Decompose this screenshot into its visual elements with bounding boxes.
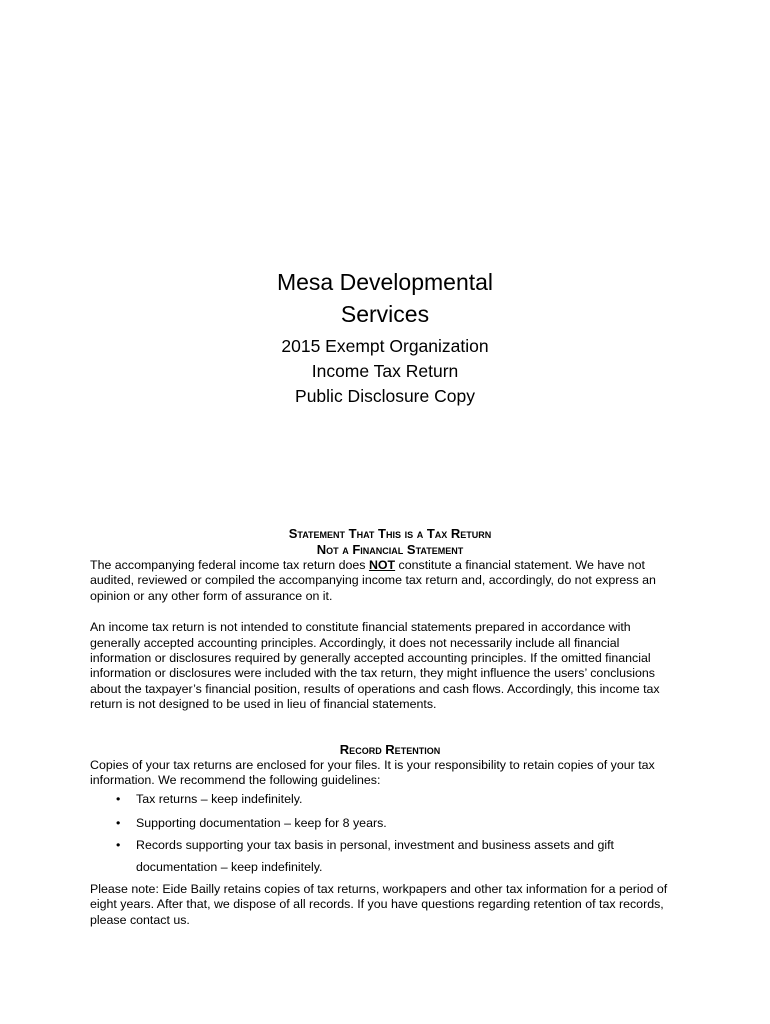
return-description [0, 334, 770, 409]
statement-p2-line2: generally accepted accounting principles. Accordingly, it does not necessarily include all financial [90, 635, 620, 650]
retention-guidelines-list [90, 789, 690, 878]
return-year-type: 2015 Exempt Organization [281, 336, 489, 356]
statement-paragraph-2 [90, 620, 690, 712]
cover-title-block [0, 266, 770, 409]
list-item [90, 812, 690, 834]
statement-p1-text-before: The accompanying federal income tax return does [90, 558, 369, 572]
not-emphasis: NOT [368, 558, 396, 572]
statement-heading-line1: Statement That This is a Tax Return [288, 526, 492, 541]
organization-name-line1: Mesa Developmental [276, 269, 494, 295]
retention-intro-line1: Copies of your tax returns are enclosed for your files. It is your responsibility to retain copies of your tax [90, 758, 655, 772]
statement-p2-line6: return is not designed to be used in lieu of financial statements. [90, 697, 437, 712]
record-retention-section [90, 742, 690, 928]
retention-intro-line2: information. We recommend the following guidelines: [90, 773, 381, 788]
retention-note [90, 882, 690, 928]
record-retention-heading: Record Retention [339, 742, 441, 757]
retention-note-line1: Please note: Eide Bailly retains copies of tax returns, workpapers and other tax information for a period of [90, 881, 668, 896]
list-item [90, 789, 690, 809]
statement-p2-line3: information or disclosures required by generally accepted accounting principles. If the omitted financial [90, 651, 651, 666]
statement-p1-line2: audited, reviewed or compiled the accompanying income tax return and, accordingly, do not express an [90, 573, 656, 588]
statement-p1-text-after: constitute a financial statement. We have not [395, 558, 645, 572]
copy-designation: Public Disclosure Copy [295, 386, 475, 406]
bullet-icon: • [116, 815, 121, 830]
guideline-records-line2: documentation – keep indefinitely. [136, 859, 323, 874]
retention-note-line3: please contact us. [90, 912, 190, 927]
statement-p2-line5: about the taxpayer’s financial position, results of operations and cash flows. Accordingly, this income tax [90, 681, 660, 696]
bullet-icon: • [116, 791, 121, 806]
retention-note-line2: eight years. After that, we dispose of all records. If you have questions regarding retention of tax records, [90, 897, 664, 912]
guideline-supporting-docs: Supporting documentation – keep for 8 years. [136, 815, 387, 830]
guideline-tax-returns: Tax returns – keep indefinitely. [136, 791, 303, 806]
return-kind: Income Tax Return [311, 361, 459, 381]
statement-heading-line2: Not a Financial Statement [316, 542, 464, 557]
statement-p1-line1 [90, 558, 645, 572]
statement-section [90, 526, 690, 713]
statement-p2-line1: An income tax return is not intended to constitute financial statements prepared in accordance with [90, 620, 631, 635]
statement-p1-line3: opinion or any other form of assurance on it. [90, 588, 333, 603]
guideline-records-line1: Records supporting your tax basis in personal, investment and business assets and gift [136, 837, 614, 852]
list-item [90, 834, 690, 878]
organization-name [0, 266, 770, 330]
retention-intro [90, 758, 690, 789]
statement-paragraph-1 [90, 558, 690, 604]
organization-name-line2: Services [340, 301, 430, 327]
statement-p2-line4: information or disclosures were included with the tax return, they might influence the users’ conclusions [90, 666, 655, 681]
bullet-icon: • [116, 837, 121, 852]
